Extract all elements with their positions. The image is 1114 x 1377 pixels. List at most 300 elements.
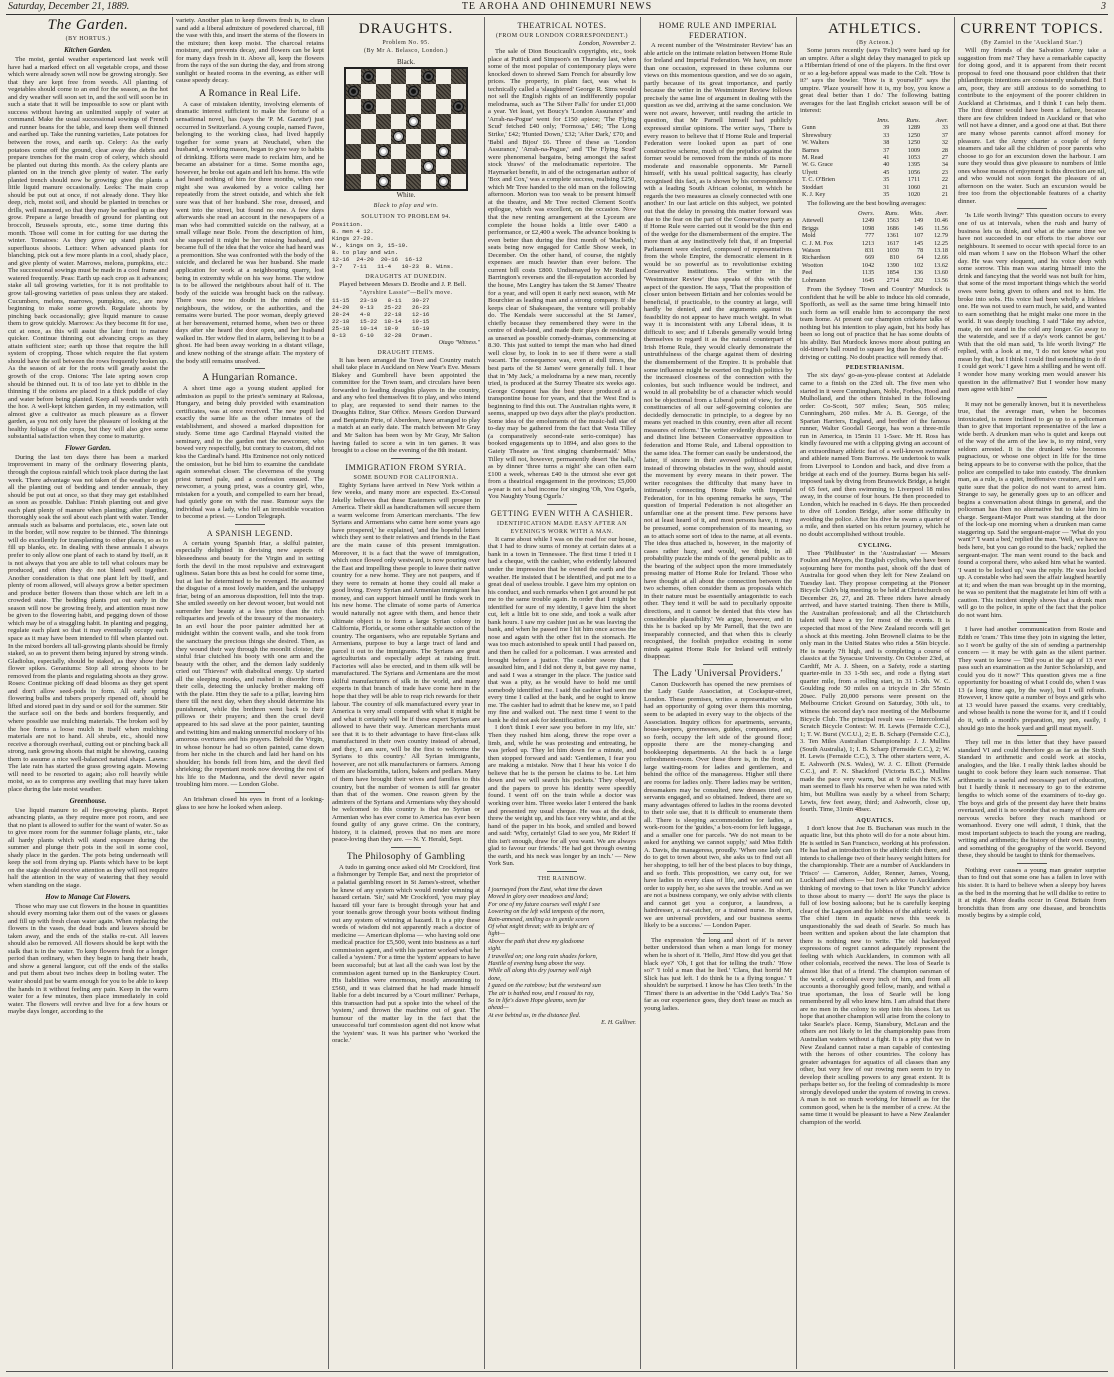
immigration-text: Eighty Syrians have arrived in New York within a few weeks, and many more are expected. Ex-Consul Jekelly believes that these Easterners will prosper in America. Their skill as handicraftsmen will secure them a warm welcome from American merchants. 'The few Syrians and Armenians who came here some years ago have prospered,' he explained, 'and the hopeful letters which they sent to their relatives and friends in the East are the main cause of this present immigration. Moreover, it is a fact that the wave of immigration, which once flowed only westward, is now pouring over the East and impelling these people to leave their native country for a new home. They are not paupers, and if they were to remain at home they could all make a good living. Every Syrian and Armenian immigrant has money, and can support himself until he finds work in his new home. The climate of some parts of America would naturally not agree with them, and hence their ultimate object is to form a large Syrian colony in California, Florida, or some other suitable section of the country. The organisers, who are reputable Syrians and Armenians, purpose to buy a large tract of land and parcel it out to the immigrants. The Syrians are great agriculturists and especially adept at raising fruit. Factories will also be erected, and in them silk will be manufactured. The Syrians and Armenians are the most skilful manufacturers of silk in the world, and many experts in that branch of trade have come here in the hope that they will be able to reap rich rewards for their labour. The country of silk manufactured every year in America is very small compared with what it might be and what it certainly will be if these expert Syrians are allowed to have their way. American merchants must see that it is to their advantage to have first-class silk manufactured in their own country instead of abroad, and they, I am sure, will be the first to welcome the Syrians to this country.' All Syrian immigrants, however, are not silk manufacturers or farmers. Among them are blacksmiths, tailors, bakers and pedlars. Many of them have brought their wives and families to this country, but the number of women is still far greater than that of the women. One reason given by the admirers of the Syrians and Armenians why they should be welcomed to this country is that no Syrian or Armenian who has ever come to America has ever been found guilty of any grave crime. On the contrary, history, it is claimed, proves that no men are more peace-loving than they are. — N. Y. Herald, Sept. <box>332 481 480 844</box>
poem-line: sight. <box>488 945 502 953</box>
board-square <box>361 99 376 114</box>
cashier-title: GETTING EVEN WITH A CASHIER. <box>490 508 634 518</box>
player-name-cell: Stoddart <box>802 183 823 191</box>
board-square <box>361 129 376 144</box>
stat-cell: 37 <box>941 131 948 139</box>
divider <box>1017 208 1047 209</box>
board-square <box>406 129 421 144</box>
board-square <box>391 114 406 129</box>
board-square <box>391 99 406 114</box>
dunedin-intro: Played between Messrs D. Brodie and J. P. Bell. <box>339 281 467 288</box>
table-header-cell: Overs. <box>857 209 875 217</box>
board-square <box>376 129 391 144</box>
board-square <box>436 174 451 189</box>
white-piece <box>438 146 449 157</box>
board-square <box>361 69 376 84</box>
stat-cell: 35 <box>883 190 890 198</box>
poem-line: done, <box>488 974 502 982</box>
poem-line: Rain-annexed, smiling as in gentle scorn <box>488 915 590 923</box>
table-row <box>800 176 950 183</box>
poem-line: I journeyed from the East, what time the dawn <box>488 885 603 893</box>
stat-cell: 1030 <box>886 246 899 254</box>
board-square <box>451 84 466 99</box>
stat-cell: 22 <box>941 176 948 184</box>
cut-flowers-heading: How to Manage Cut Flowers. <box>45 892 131 901</box>
divider <box>235 792 265 793</box>
divider <box>1017 622 1047 623</box>
hungarian-title: A Hungarian Romance. <box>202 373 298 384</box>
poem-line: Moved in glory over meadows and land; <box>488 893 589 901</box>
stat-cell: 1060 <box>907 183 921 191</box>
board-square <box>346 159 361 174</box>
poem-line: I travelled on; one long rain shades forlorn, <box>488 952 598 960</box>
stat-cell: 1053 <box>907 153 921 161</box>
draughts-title: DRAUGHTS. <box>358 21 454 37</box>
stat-cell: 21 <box>941 190 948 198</box>
batting-averages-table <box>800 117 950 198</box>
table-row <box>800 269 950 276</box>
player-name-cell: Mold <box>802 232 816 240</box>
rainbow-title: THE RAINBOW. <box>537 875 587 882</box>
board-square <box>451 174 466 189</box>
stat-cell: 35 <box>883 176 890 184</box>
board-square <box>376 84 391 99</box>
stat-cell: 78 <box>917 246 924 254</box>
stat-cell: 31 <box>883 183 890 191</box>
stat-cell: 136 <box>913 269 924 277</box>
black-piece <box>363 101 374 112</box>
stat-cell: 32 <box>941 139 948 147</box>
board-square <box>346 129 361 144</box>
otago-credit: Otago "Witness." <box>438 339 480 346</box>
stat-cell: 1563 <box>886 217 899 225</box>
table-row <box>800 184 950 191</box>
player-name-cell: W. G. Grace <box>802 161 833 169</box>
column-rule <box>484 17 485 1369</box>
immigration-title: IMMIGRATION FROM SYRIA. <box>345 462 467 472</box>
draughts-author: (By Mr A. Belasco, London.) <box>364 48 448 54</box>
stat-cell: 1009 <box>907 146 921 154</box>
poem-line: light— <box>488 930 505 938</box>
player-name-cell: Shrewsbury <box>802 131 832 139</box>
board-square <box>391 69 406 84</box>
bowling-averages-table <box>800 210 950 284</box>
table-row <box>800 217 950 224</box>
stat-cell: 13.56 <box>934 276 948 284</box>
player-name-cell: Peel <box>802 269 813 277</box>
table-row <box>800 161 950 168</box>
poem-line: While all along this dry journey well nigh <box>488 967 592 975</box>
flower-garden-heading: Flower Garden. <box>65 443 111 452</box>
hungarian-text: A short time ago a young student applied for admission as pupil to the priest's seminary at Ralossa, Hungary, and being duly provided with examination certificates, was at once received. The new pupil led exactly the same life as the other inmates of the establishment, and showed a marked disposition for study. Some time ago Cardinal Haynald visited the seminary, and in the garden met the newcomer, who bowed very respectfully, but contrary to custom, did not kiss the Cardinal's hand. His Eminence not only noticed the omission, but he bid him to examine the candidate again somewhat closer. The cleverness of the young priest turned pale, and a confession ensued. The newcomer, a young priest, was a country girl, who, mistaken for a youth, and compelled to earn her bread, had quietly gone on with the ruse. Rumour says the individual was a lady, who fell an irresistible vocation to become a priest. — London Telegraph. <box>176 385 324 521</box>
board-square <box>436 144 451 159</box>
board-square <box>451 159 466 174</box>
player-name-cell: Watson <box>802 246 821 254</box>
stat-cell: 810 <box>889 254 899 262</box>
poem-line: The air is bathed now, and I roused its ray, <box>488 989 595 997</box>
player-name-cell: Wootton <box>802 261 824 269</box>
table-header-cell: Runs. <box>885 209 899 217</box>
column-garden <box>8 17 168 1369</box>
current-topics-para-1: Will my friends of the Salvation Army take a suggestion from me? They have a remarkable capacity for doing good, and it is apparent from their recent proposal to feed one thousand poor children that their philanthropic intentions are consistently unabated. But I am, poor, they are still anxious to do something to contribute to the enjoyment of the poorer children in Auckland at Christmas, and I think I can help them. The first dinner would have been a failure, because there are few children indeed in Auckland or that who will not have a dinner, and a good one at that. But there are many whose parents cannot afford money for pleasure. Let the Army charter a couple of ferry steamers and take all the children of poor parents who choose to go for an excursion down the harbour. I am sure they would thus give pleasure to numbers of little ones whose means of enjoyment is this direction are nil, and who would not soon forget the pleasure of an afternoon on the water. Such an excursion would be free too from the objectionable features of a charity dinner. <box>958 47 1106 205</box>
stat-cell: 13.60 <box>934 269 948 277</box>
stat-cell: 1249 <box>861 217 875 225</box>
white-piece <box>378 146 389 157</box>
board-square <box>436 84 451 99</box>
divider <box>391 458 421 459</box>
divider <box>235 368 265 369</box>
poem-line: Hastile of evening hung above the way. <box>488 959 586 967</box>
draughts-problem-number: Problem No. 95. <box>382 40 430 46</box>
stat-cell: 37 <box>883 146 890 154</box>
greenhouse-heading: Greenhouse. <box>69 796 107 805</box>
board-square <box>376 174 391 189</box>
table-row <box>800 191 950 198</box>
board-square <box>451 144 466 159</box>
table-header-cell: Wkts. <box>909 209 924 217</box>
bowling-intro: The following are the best bowling averages: <box>807 200 927 208</box>
stat-cell: 45 <box>883 168 890 176</box>
board-square <box>406 174 421 189</box>
stat-cell: 1056 <box>907 168 921 176</box>
divider <box>1017 397 1047 398</box>
stat-cell: 41 <box>883 153 890 161</box>
stat-cell: 1135 <box>862 269 875 277</box>
board-square <box>376 159 391 174</box>
immigration-subtitle: SOME BOUND FOR CALIFORNIA. <box>353 474 459 481</box>
table-header-cell: Aver. <box>935 209 948 217</box>
draught-items-text: It has been arranged the Town and Country match shall take place in Auckland on New Year's Eve. Messrs Blakey and Gumbrell have been appointed the committee for the Town team, and circulars have been forwarded to leading draughts players in the country, and any who feel themselves fit to play, and who intend to play, are requested to send their names to the Draughts Editor, Star Office. Messrs Gordon Durward and Benjamin Pirie, of Aberdeen, have arranged to play a match at an early date. The match between Mr Gray and Mr Salton has been won by Mr Gray, Mr Salton having failed to score a win in ten games. It was brought to a close on the evening of the 8th instant. <box>332 356 480 455</box>
stat-cell: 1617 <box>886 239 899 247</box>
romance-title: A Romance in Real Life. <box>199 88 301 99</box>
stat-cell: 1289 <box>907 124 921 132</box>
homerule-text: A recent number of the 'Westminster Review' has an able article on the intimate relation between Home Rule for Ireland and Imperial Federation. We have, on more than one occasion, expressed in these columns our views on this momentous question, and we do so again, partly because of its great importance, and partly because the writer in the Westminster Review follows precisely the same line of argument in dealing with the question as we did, arriving at the same conclusion. We were not aware, however, until reading the article in question, that Mr Parnell himself had publicly expressed similar opinions. The writer says, 'There is every reason to believe that if Home Rule and Imperial Federation were looked upon as part of one constructive scheme, much of the prejudice against the former would be removed from the minds of its more moderate and reasonable opponents. Mr Parnell himself, with his usual political sagacity, has clearly recognised this fact, as is shown by his correspondence with a leading South African colonist, in which he regards the two measures as closely connected with one another.' In our last article on this subject, we pointed out that the delay in pressing this matter forward was due to the fear on the part of the Conservative party as if Home Rule were carried out it would be the thin end of the wedge for the dismemberment of the empire. The more than at any instinctively felt that, if an Imperial Parliament were elected, composed of representatives from the whole Empire, the democratic element in it would be so powerful as to revolutionise existing Conservative institutions. The writer in the 'Westminster Review' thus speaks of this with the aspect of the question. He says, 'That the proposition of closer union between Britain and her colonies would be beneficial, if practicable, to the country at large, will hardly be denied, and the arguments against its feasibility do not appear to have much weight. In what way it is inconsistent with any Liberal ideas, it is difficult to see; and if Liberals generally would bring themselves to regard it as the natural counterpart of Irish Home Rule, they would clearly demonstrate the untruthfulness of the charge against them of desiring the dismemberment of the Empire. It is probable that some influence might be exerted on English politics by the increased closeness of the connection with the colonies, but such influence would be indirect, and would in all probability be of a character which would not be objectional from a Liberal point of view, for the constituencies of all our self-governing colonies are decidedly democratic in principle, to a degree by no means yet reached in this country, even after all recent measures of reform.' The writer evidently draws a clear and distinct line between Conservative opposition to federation and Home Rule, and Liberal opposition to the same idea. The former can easily be understood, the latter, if sincere in their avowed political opinion, instead of throwing obstacles in the way, should assist the movement by every means in their power. The writer recognises the difficulty that many have in intimately connecting Home Rule with Imperial Federation, for in his opening remarks he says, 'The question of Imperial Federation is not altogether an unfamiliar one at the present time. Few persons have not at least heard of it, and most persons have, it may be presumed, some comprehension of its meaning, so as to attach some sort of idea to the name, at all events. The idea thus attached is, however, in the majority of cases rather hazy, and would, we think, in all probability puzzle the minds of the general public as to the bearing of the subject upon the more immediately pressing matter of Home Rule for Ireland. Those who have thought at all about the connection between the two schemes, often consider them as proposals which in their nature must be essentially antagonistic to each other. They tend it will be said to peculiarly opposite directions, and it cannot be denied that this view has considerable plausibility.' We argue, however, and in this he is backed up by Mr Parnell, that the two are inseparably connected, and that when this is clearly recognised, the foolish prejudice existing in some minds against Home Rule for Ireland will entirely disappear. <box>644 42 792 661</box>
board-square <box>421 144 436 159</box>
divider <box>547 871 577 872</box>
lady-providers-title: The Lady 'Universal Providers.' <box>653 668 783 679</box>
stat-cell: 102 <box>913 261 924 269</box>
current-topics-para-6: Nothing ever causes a young man greater surprise than to find out that some one has a fallen in love with his sister. It is hard to believe when a sleepy boy haves as the bed in the morning that he will dislike to retire to it at night. More deaths occur in Great Britain from bronchitis than from any one disease, and bronchitis mostly begins by a simple cold, <box>958 866 1106 920</box>
solution-moves: 12-16 24-20 20-16 16-12 3-7 7-11 11-4 10-23 B. Wins. <box>332 256 454 270</box>
board-square <box>391 159 406 174</box>
gambling-title: The Philosophy of Gambling <box>346 851 466 862</box>
board-square <box>451 69 466 84</box>
table-row <box>800 132 950 139</box>
stat-cell: 669 <box>864 254 875 262</box>
stat-cell: 12.25 <box>934 239 948 247</box>
stat-cell: 40 <box>883 161 890 169</box>
stat-cell: 2714 <box>886 276 899 284</box>
board-square <box>406 114 421 129</box>
table-row <box>800 169 950 176</box>
homerule-title: HOME RULE AND IMPERIAL FEDERATION. <box>658 21 778 40</box>
board-square <box>361 114 376 129</box>
poem-line: At eve behind us, in the distance fled. <box>488 1011 581 1019</box>
board-square <box>376 99 391 114</box>
board-square <box>436 159 451 174</box>
gambling-text: A tudo in gaming once asked old Mr Crockford, first a fishmonger by Temple Bar, and next the proprietor of a palatial gambling resort in St James's-street, whether he knew of any system which would render winning at hazard certain. 'Sir,' said Mr Crockford, 'you may play hazard till your fare is brought through your hat and your toenails grow through your boots without finding out any system of winning at hazard. It is a pity these words of wisdom did not apparently reach a doctor of medicine — American diploma — who having sold one medical practice for £5,500, went into business as a turf commission agent, and with his partner worked what he called a 'system.' For a time the 'system' appears to have been successful; but at last all the cash was lost by the commission agent turned up in the Bankruptcy Court. His liabilities were enormous, mostly amounting to £560, and it was claimed that he had made himself liable for a debt incurred by a 'Court milliner.' Perhaps, this transaction had put a spoke into the wheel of the 'system,' and thrown the machine out of gear. The humour of the matter lay in the fact that the unsuccessful turf commission agent did not know what the 'system' was. It was his partner who 'worked the oracle.' <box>332 863 480 1045</box>
poem-line: Above the path that drew my gladsome <box>488 937 585 945</box>
divider <box>703 933 733 934</box>
board-square <box>406 99 421 114</box>
divider <box>1017 735 1047 736</box>
column-theatrical <box>488 17 636 1369</box>
stat-cell: 1854 <box>886 269 899 277</box>
garden-continued-text: variety. Another plan to keep flowers fresh is, to clean sand add a liberal admixture of powdered charcoal, fill the vase with this, and insert the stems of the flowers in the mixture; then keep moist. The charcoal retains moisture, and prevents decay, and flowers can be kept for many days fresh in it. Above all, keep the flowers from the rays of the sun during the day, and from strong sunlight or heated rooms in the evening, as either will cause speedy decay. <box>176 17 324 85</box>
spanish-text: A certain young Spanish friar, a skilful painter, especially delighted in devising new aspects of bleseedness and beauty for the Virgin and in setting forth the devil in the most repulsive and extravagant ugliness. Satan bore this as best he could for some time, but at last he determined to be revenged. He assumed the disguise of a most lovely maiden, and the unhappy friar, being of an amorous disposition, fell into the trap. She smiled sweetly on her devout wooer, but would not surrender her beauty at a less price than the rich reliquaries and jewels of the treasury of the monastery. In an evil hour the poor painter admitted her at midnight within the convent walls, and she took from the sanctuary the precious things she desired. Then, as they wound their way through the moonlit cloister, the sinful friar clutched his booty with one arm and the beauty with the other, and the demon lady suddenly cried out 'Thieves!' with diabolical energy. Up started all the sleeping monks, and rushed in disorder from their cells, detecting the unlucky brother making off with the plate. Him they tie safe to a pillar, leaving him there till the next day, when they should determine his punishment, while the brethren went back to their pillows or their prayers; and then the cruel devil appeared to his sad slave at the poor painter, taunting and twitting him and making unmerciful mockery of his amorous overtures and his prayers. Behold the Virgin, in whose honour he had so often painted, came down from her niche in the church and laid her hand on his shoulder; his bonds fell from him, and the devil fled shrieking; the repentant monk now devoting the rest of his life to the Madonna, and the devil never again troubling him more. — London Globe. <box>176 539 324 789</box>
board-square <box>406 159 421 174</box>
table-header-cell: Inns. <box>877 116 890 124</box>
bottom-rule <box>6 1371 1108 1372</box>
current-topics-para-5: They tell me in this letter that they have passed standard VI and could therefore go as far as the Sixth Standard in arithmetic and could work at stocks, analogies, and the like. I really think ladies should be taught to cook before they learn such nonsense. That arithmetic is a useful and necessary part of education, but I hardly think it necessary to go to the extreme lengths to which some of the examiners of to-day go. The boys and girls of the present day have their brains overtaxed, and it is no wonder that so many of them are nervous wrecks before they reach manhood or womanhood. Every one will admit, I think, that the most important subjects to teach the young are reading, writing and arithmetic; the history of their own country, and something of the geography of the world. Beyond these, they should be taught to think for themselves. <box>958 739 1106 860</box>
board-square <box>361 174 376 189</box>
column-draughts <box>332 17 480 1369</box>
column-rule <box>954 17 955 1369</box>
stat-cell: 33 <box>941 124 948 132</box>
stat-cell: 1390 <box>886 261 899 269</box>
board-square <box>391 144 406 159</box>
stat-cell: 13.18 <box>934 246 948 254</box>
column-rule <box>328 17 329 1369</box>
table-header-cell <box>800 210 848 217</box>
problem-caption: Black to play and win. <box>373 203 439 209</box>
board-square <box>376 144 391 159</box>
stat-cell: 13.62 <box>934 261 948 269</box>
garden-title: The Garden. <box>47 17 129 33</box>
board-square <box>451 114 466 129</box>
column-rule <box>172 17 173 1369</box>
theatrical-title: THEATRICAL NOTES. <box>517 21 607 30</box>
current-topics-para-4: I have had another communication from Rosie and Edith re 'cram.' This time they join in signing the letter, so I won't be guilty of the sin of sending a partnership concern — it may be with gain as the silent partner. They want to know — 'Did you at the age of 13 ever pass such an examination as the Junior Scholarship, and could you do it now?' This question gives me a fine opportunity for boasting of what I could do, when I was 13 (a long time ago, by the way), but I will refrain. However, I know quite a number of boys and girls who at 13 would have passed the exams. very creditably, and whose health is none the worse for it, and if I could do it, with a month's preparation, my pen, easily, I should go into the hook yard and grill meat myself. <box>958 626 1106 732</box>
board-square <box>421 129 436 144</box>
cycling-heading: CYCLING. <box>858 542 892 549</box>
stat-cell: 39 <box>883 124 890 132</box>
current-topics-byline: (By Zamiel in the 'Auckland Star.') <box>981 40 1083 46</box>
table-row <box>800 124 950 131</box>
theatrical-dateline: London, November 2. <box>578 40 636 47</box>
page-number: 3 <box>1101 1 1106 12</box>
jokes-text: The expression 'the long and short of it' is never better understood than when a man longs for money when he is short of it. 'Hello, Jim! How did you get that black eye?' 'Oh, I got that for telling the truth.' 'How so?' 'I told a man that he lied.' 'Clara, that horrid Mr Slick has just left. I do think he is a flying tongue.' 'I shouldn't be surprised. I know he has Cleo teeth.' In the 'Times' there is an advertise in the 'Odd Lady's Tea.' So far as our experience goes, they don't tease as much as young ladies. <box>644 936 792 1012</box>
table-row <box>800 232 950 239</box>
column-rule <box>640 17 641 1369</box>
board-square <box>361 84 376 99</box>
player-name-cell: W. Walters <box>802 139 829 147</box>
table-row <box>800 240 950 247</box>
stat-cell: 33 <box>883 131 890 139</box>
table-row <box>800 139 950 146</box>
board-square <box>436 69 451 84</box>
stat-cell: 12.66 <box>934 254 948 262</box>
pedestrianism-heading: PEDESTRIANISM. <box>845 365 905 372</box>
pedestrianism-text: The six days' go-as-you-please contest at Adelaide came to a finish on the 23rd ult. The five men who started in it were Cunningham, Noble, Forbes, Hood and Mulholland, and the others finished in the following order: Co-Scott, 507 miles; Sean, 505 miles; Cunningham, 260 miles. Mr A. B. George, of the Spartan Harriers, England, and brother of the famous runner, Walter Goodall George, has won a three-mile run in America, in 15min 11 1-5sec. Mr H. Ross has kindly favoured me with a clipping giving an account of an extraordinary athletic feat of a well-known swimmer and athlete named Tom Burrows. He undertook to walk from Liverpool to London and back, and dive from a bridge at each end of the journey. Burns began his self-imposed task by diving from Brunswick Bridge, a height of 65 feet, and then swimming to Liverpool 18 miles away, in the course of four hours. He then proceeded to London, which he reached in 6 days. He then proceeded to dive off London Bridge, after some difficulty in avoiding the police. After his dive he swam a quarter of a mile, and then started on his return journey, which he no doubt accomplished without trouble. <box>800 372 950 538</box>
board-square <box>421 84 436 99</box>
theatrical-text: The sale of Dion Boucicault's copyrights, etc., took place at Puttick and Simpson's on Thursday last, when some of the most popular of contemporary plays were knocked down to shrewd Sam French for absurdly low prices. The property, in plain fact, was what is technically called a 'slaughtered' George R. Sims would not sell the English rights of an indifferently popular melodrama, such as 'The Silver Falls' for under £1,000 a year. Yet least, yet Boucy's 'London Assurance' and 'Arrah-na-Pogue' went for £150 apiece; 'The Flying Scud' fetched £40 only; 'Formosa,' £46; 'The Long Strike,' £42; 'Hunted Down,' £32; 'After Dark,' £70; and 'Babil and Bijou' £6. Three of these as 'London Assurance,' 'Arrah-na-Pogue,' and 'The Flying Scud' were phenomenal bargains, being amongst the safest stock 'draws' of the melodramatic repertoire. The Haymarket benefit, in aid of the octogenarian author of 'Box and Cox,' was a complete success, realising £250, which Mr Tree handed to the old man on the following afternoon. Morton was too weak to be present himself at the theatre, and Mr Tree recited Clement Scott's epilogue, which was excellent, on the occasion. Now that the new renting arrangement at the Lyceum are complete the house holds a little over £400 a performance, or £2,400 a week. The advance booking is even better than during the first month of 'Macbeth,' seats being now engaged for Cattle Show week, in December. On the other hand, of course, the nightly expenses are much heavier than ever before. The current bill costs £800. Undismayed by Mr Rutland Barrington's reverses and the ill-reputation accorded by the house, Mrs Langtry has taken the St James' Theatre for a year, and will open it early next season, with Mr Bourchier as leading man and a strong company. If she keeps clear of Shakespeare, the venture will probably do. The Kendals were successful at the St James', chiefly because they remembered they were in the centre of drab-land, and made their plays de resistance as unsexed as possible comedy-dramas, commencing at 8.30. This just suited to tempt the man who had dined well close by, to look in to see if there were a stall vacant. The consequence was, even at dull times, the best parts of the St James' were generally full. I hear that in 'My Jack,' a melodrama by a new man, recently tried, is produced at the Surrey Theatre six weeks ago. George Conquest has the best piece produced at a transpontine house for years, and that the West End is beginning to find this out. The Australian rights were, it seems, snapped up two days after the play's production. Some idea of the emoluments of the music-hall star of to-day may be gathered from the fact that Vesta Tilley (a comparatively second-rate serio-comique) has booked engagements up to 1894, and also goes to the Gaiety Theatre as 'first singing chambermaid.' Miss Tilley will not, however, permanently desert 'the halls,' as by dinner 'three turns a night' she can often earn £100 a week, whereas £40 is the utmost she ever got from a theatrical engagement in the provinces; £5,000 a-year is not a bad income for singing 'Oh, You Ogurls, You Naughty Young Ogurls.' <box>488 48 636 501</box>
table-row <box>800 254 950 261</box>
cut-flowers-text: Those who may use cut flowers in the house in quantities should every morning take them out of the vases or glasses and fill up with fresh clean water again. When replacing the flowers in the vases, the dead buds and leaves should be taken away, and the ends of the stalks re-cut. All leaves should also be removed. All flowers should be kept with the stalk that is in the water. To keep flowers fresh for a longer period than ordinary, when they begin to hang their heads, and show a general languor, cut off the ends of the stalks and put them about two inches deep in boiling water. The water should just be warm enough for you to be able to keep the hands in it without feeling any pain. Keep in the warm water for a few minutes, then place immediately in cold water. The flowers will revive and live for a few hours or maybe days longer, according to the <box>8 902 168 1016</box>
column-romance <box>176 17 324 1369</box>
solution-position: Position. B. men 4 12. Kings 27-28. W., kings on 3, 15-19. B. to play and win. <box>332 221 409 256</box>
board-square <box>346 69 361 84</box>
board-square <box>346 144 361 159</box>
board-square <box>421 174 436 189</box>
board-square <box>391 84 406 99</box>
column-current-topics <box>958 17 1106 1369</box>
board-square <box>421 69 436 84</box>
stat-cell: 27 <box>941 153 948 161</box>
stat-cell: 831 <box>864 246 875 254</box>
player-name-cell: Attewell <box>802 217 824 225</box>
black-piece <box>408 86 419 97</box>
cashier-text-continued: I don't think I ever saw you before in my life, sir.' Then they rushed him along, threw the rope over a limb, and, while he was protesting and entreating, he was jerked up. They let him down for a minute, and then stopped forward and said: 'Gentlemen, I fear you are making a mistake. Now that I hear his voice I do believe that he is the person he claims to be. Let him down and we will search his pockets.' They obeyed, and the papers to prove his identity were speedily found. I went off on the train while a doctor was working over him. Three weeks later I entered the bank and presented my usual cheque. He was at the desk, threw the weight up, and his face very white, and at the hand of the paper in his book, and smiled and bowed and said: 'Why, certainly! Glad to see you, Mr Rider! If this isn't enough, draw for all you want. We are always glad to favour our friends.' He had got through owning the earth, and his neck was longer by an inch.' — New York Sun. <box>488 724 636 868</box>
board-square <box>436 99 451 114</box>
masthead-date: Saturday, December 21, 1889. <box>8 1 130 12</box>
stat-cell: 1020 <box>907 190 921 198</box>
player-name-cell: Briggs <box>802 224 819 232</box>
kitchen-garden-text: The moist, genial weather experienced last week will have had a marked effect on all vegetable crops, and those which were already sown will now be growing strongly. See that they are kept free from weeds. All planting of vegetables should come to an end for the season, as the hot and dry weather will soon set in, and the soil will soon be in such a state that it will be impossible to sow or plant with success without having an unlimited supply of water at command. Make the usual successional sowings of French and runner beans for the table, and keep them well thinned and earthed up. Take the running varieties, Late potatoes for between the rows, and earth up. Celery: As the early potatoes come off the ground, clear away the debris and prepare trenches for the main crop of celery, which should be planted out during this month. As the celery plants are planted on in the trench give plenty of water. The early planted trench should now be growing: give the plants a little liquid manure occasionally. Leeks: The main crop should be put out at once, if not already done. They like deep, rich, moist soil, and should be planted in trenches or drills, well manured, so that they may be earthed up as they grow. Prepare a large breadth of ground for planting out broccoli, Brussels sprouts, etc., some time during this month. Those will come in for cutting for use during the winter. Tomatoes: As they grow up stand pinch out superfluous shoots. Lettuce: When advanced plants for blanching, pick out a few more plants in a cool, shady place, and give plenty of water. Marrows, melons, pumpkins, etc.: The successional sowings must be made in a cool frame and watered frequently. Peas: Earth up each crop as it advances; stake all tall growing varieties, for it is not profitable to grow tall-growing varieties of peas unless they are staked. Cucumbers, melons, marrows, pumpkins, etc., are now beginning to make some growth. Regulate shoots by pinching back occasionally; give liquid manure to cause them to grow quickly. Marrows: As they become fit for use, cut at once, as this will assist the later fruit to mature quicker. Continue thinning out advancing crops as they attain sufficient size; earth up those that require the hill system of cropping. Those which require the flat system should have the soil between the rows frequently broken up. As the season of air for the roots will greatly assist the growth of the crop. Onions: The late spring sown crop should be thinned out. It is of too late yet to dibble in the thinning if the onions are placed in a thick puddle of clay and water before being planted. Keep all weeds under with the hoe. A well-kept kitchen garden, in my estimation, will almost give a cultivator as much pleasure as a flower garden, as you not only have the pleasure of looking at the healthy foliage of the crops, but they will also give some substantial satisfaction when they come to maturity. <box>8 56 168 441</box>
stat-cell: 1361 <box>886 232 899 240</box>
player-name-cell: Lohmann <box>802 276 826 284</box>
athletics-title: ATHLETICS. <box>828 21 922 37</box>
rainbow-author: E. H. Gulliver. <box>601 1020 636 1027</box>
board-white-label: White. <box>396 191 416 199</box>
stat-cell: 1711 <box>907 176 921 184</box>
board-square <box>346 174 361 189</box>
athletics-intro: Some jurors recently (says 'Felix') were hard up for an umpire. After a slight delay they managed to pick up a Hibernian friend of one of the players. In the first over or so a leg-before appeal was made to the Celt. 'How is it?' says the bowler. 'How is it yourself?' says the umpire. 'Plaze yourself how it is, my boy, you know a great deal better than I do.' The following batting averages for the last English cricket season will be of interest: <box>800 47 950 115</box>
current-topics-para-3: It may not be generally known, but it is nevertheless true, that the average man, when he becomes intoxicated, is more inclined to go up to a policeman than to give that important representative of the law a wide berth. A drunken man who is quiet and keeps out of the way of the arm of the law is, to my mind, very seldom arrested. It is the drunkard who becomes pugnacious, or whose one object in life for the time being appears to be to converse with the police, that the police are compelled to take into custody. The drunken man, as a rule, is a quiet, inoffensive creature, and I am quite sure that the police do not want to arrest him. Strange to say, he generally goes up to an officer and begins a conversation about things in general, and the policeman has then no alternative but to take him in charge. Sergeant-Major Pratt was standing at the door of the lock-up one morning when a drunken man came staggering up. Said the sergeant-major — 'What do you want?' 'I want a bed,' replied the man. 'Well, we have no beds here, but you can go round to the back,' replied the sergeant-major. The man went round to the back and found a corporal there, who asked him what he wanted. 'I want to be locked up,' was the reply. He was locked up. A constable who had seen the affair laughed heartily at it; and when the man was brought up in the morning, he was so penitent that the magistrate let him off with a caution. This incident simply shows that a drunk man will go to the police, in spite of the fact that the police do not want him. <box>958 400 1106 619</box>
garden-byline: (BY HORTUS.) <box>65 36 111 42</box>
dunedin-heading: DRAUGHTS AT DUNEDIN. <box>365 274 447 280</box>
board-square <box>376 69 391 84</box>
player-name-cell: Ulyett <box>802 168 818 176</box>
rainbow-poem <box>488 886 636 1019</box>
table-row <box>800 247 950 254</box>
divider <box>1017 863 1047 864</box>
stat-cell: 1686 <box>886 224 899 232</box>
stat-cell: 11.56 <box>934 224 948 232</box>
table-header-cell: Aver. <box>935 116 948 124</box>
stat-cell: 1042 <box>861 261 875 269</box>
stat-cell: 145 <box>913 239 924 247</box>
white-piece <box>438 176 449 187</box>
stat-cell: 1395 <box>907 161 921 169</box>
board-square <box>361 144 376 159</box>
board-square <box>346 114 361 129</box>
black-piece <box>348 86 359 97</box>
table-row <box>800 154 950 161</box>
current-topics-para-2: 'Is Life worth living?' This question occurs to every one of us at intervals, when the rush and hurry of business lets us think, and what at the same time we have not succeeded in our efforts to rise above our neighbours. It seemed to occur with special force to an old man whom I saw on the Hobson Wharf the other day. He was very eloquent, and his voice deep with some sorrow. This man was staring himself into the drink and fancying that the world was not built for him, that some of the most important things which the world owes were being given to others and not to him. He broke into sobs. His voice had been wholly a lifeless one. He was not used to earn much, he said, and wanted to earn something that he might make one more in the world. It was deeply touching. I said 'Take my advice, mate, do not stand in the cold any longer. Go away to the waterside, and see if a day's work cannot be got.' With that the old man said, 'Is life worth living?' He replied, with a look at me, 'I do not know what you mean by that, but I think I could find something to do if I could get work.' I gave him a shilling and he went off. I wonder how many working men would answer his question in the affirmative? But I wonder how many men agree with him? <box>958 212 1106 394</box>
player-name-cell: Barnes <box>802 146 820 154</box>
game-name: "Ayrshire Lassie"—Bell's move. <box>359 289 453 296</box>
stat-cell: 1098 <box>861 224 875 232</box>
stat-cell: 146 <box>913 224 924 232</box>
aquatics-heading: AQUATICS. <box>856 817 894 824</box>
board-square <box>406 144 421 159</box>
player-name-cell: C. J. M. Fox <box>802 239 833 247</box>
board-black-label: Black. <box>396 58 416 66</box>
player-name-cell: T. C. O'Brien <box>802 176 835 184</box>
lady-providers-text: Canon Duckworth has opened the new premises of the Lady Guide Association, at Cockspur-street, London. These premises, writes a representative who had an opportunity of going over them this morning, seem to be adapted in every way to the objects of the Association. Inquiry offices for apartments, servants, house-keepers, governesses, guides, companions, and so forth, occupy the left side of the ground floor; opposite there are the money-changing and bookkeeping departments. At the back is a large refreshment-room. Over these there is, in the front, a large waiting-room for ladies and gentlemen, and behind the office of the manageress. Higher still there are rooms for ladies only. There ladies may be written, dressmakers may be consulted, new dresses tried on, servants engaged, and so obtained. Indeed, there are so many advantages offered to ladies in the rooms devoted to their sole use, that it is difficult to enumerate them all. There is sleeping accommodation for ladies, a work-room for the 'guides,' a box-room for left luggage, and a smaller one for parcels. 'We do not mean to be asked for anything we cannot supply,' said Miss Edith A. Davis, the manageress, proudly. 'When one lady can do to get to town about two, she asks us to find out all her shopping, to tell her of the best places to buy things, and so forth. This proposition, we carry out, for we have ladies in every class of life, and we send out an order to supply her, so she saves the trouble. And as we are not a business company, we only advise with clients and cannot get you a conjuror, a laundress, a hairdresser, a rat-catcher, or a trained nurse. In short, we are universal providers, and our business seems likely to be a success.' — London Paper. <box>644 680 792 930</box>
theatrical-subtitle: (FROM OUR LONDON CORRESPONDENT.) <box>496 33 628 39</box>
poem-line: Lowering on the left wild tempests of the morn, <box>488 908 605 916</box>
stat-cell: 64 <box>917 254 924 262</box>
cashier-text: It came about while I was on the road for our house, that I had to draw sums of money at certain dates at a bank in a town in Tennessee. The first time I tried it I had a cheque, with the cashier, who evidently laboured under the impression that he owned the earth and the weather. He insisted that I be identified, and put me to a great deal of useless trouble. I gave him my opinion on his conduct, and such remarks when I got around he put me to the same trouble again. In order that I might be identified for sure of my identity, I gave him the short cut, left a little bit to one side, and took a walk after bank hours. I saw my cashier just as he was leaving the bank, and when he passed me I hit him once across the nose and again with the other fist in the stomach. He was too much astonished to speak until I had passed on, and then he called for a policeman. I was arrested and brought before a justice. The cashier swore that I assaulted him, and I did not deny it, but gave my name, and said I was a stranger in the place. The justice said that was a pity, as he would have to hold me until somebody identified me. I said the cashier had seen me every time I called at the bank, and he ought to know me. The cashier had to admit that he knew me, so I paid my fine and walked out. The next time I went to the bank he did not ask for identification. <box>488 535 636 724</box>
player-name-cell: Richardson <box>802 254 831 262</box>
board-square <box>406 84 421 99</box>
black-piece <box>363 71 374 82</box>
black-piece <box>423 71 434 82</box>
greenhouse-text: Use liquid manure to all free-growing plants. Repot advancing plants, as they require more pot room, and see that no plant is allowed to suffer for the want of water. So as to give more room for the summer foliage plants, etc., take all hardy plants which will stand exposure during the summer and plunge their pots in the soil in some cool, shady place in the garden. The pots being underneath will keep the soil from drying up. Plants which have to be kept on the stage should receive attention as they will not require half the attention in the way of watering that they would when standing on the stage. <box>8 806 168 889</box>
board-square <box>436 129 451 144</box>
white-piece <box>423 161 434 172</box>
stat-cell: 21 <box>941 183 948 191</box>
divider <box>235 524 265 525</box>
athletics-byline: (By Acteon.) <box>856 40 894 46</box>
table-row <box>800 262 950 269</box>
cricket-notes: From the Sydney 'Town and Country' Murdock is confident that he will be able to induce his old comrade, Spofforth, as well as the same time bring himself into such form as will enable him to accompany the next team home. At present our champion cricketer talks of nothing but his intention to play again, but his body has been so long out of practice that he has some doubts of his ability. But Murdock knows more about putting an old-timer's ball round to square leg than he does of off-driving or cutting. No doubt practice will remedy that. <box>800 286 950 361</box>
board-square <box>376 114 391 129</box>
masthead-rule <box>6 14 1108 15</box>
stat-cell: 202 <box>913 276 924 284</box>
table-row <box>800 225 950 232</box>
board-square <box>361 159 376 174</box>
divider <box>703 664 733 665</box>
cycling-text: Thee 'Philibuster' in the 'Australasian' — Messrs Foulon and Meyers, the English cyclists, who have been sojourning here for months past, shook off the dust of Australia for good when they left for New Zealand on Tuesday last. They propose competing at the Pioneer Bicycle Club's big meeting to be held at Christchurch on December 26, 27, and 28. Three riders have already arrived, and have started training. Then there is Mills, the Australian professional; and all the Christchurch talent will have a try for most of the events. It is expected that most of the New Zealand records will get a shock at this meeting. John Brownell claims to be the only man in the United States who rides a 56in bicycle. He is nearly 7ft high, and is completing a course of classics at the Syracuse University. On October 23rd, at Cardiff, Mr A. J. Sheen, on a Safety, rode a starting quarter-mile in 33 1-5th sec, and rode a flying start quarter mile, from a rolling start, in 31 1-5th. W. C. Goulding rode 50 miles on a tricycle in 2hr 55min 20sec. Fully 20,000 persons were present on the Melbourne Cricket Ground on Saturday, 30th ult., to witness the second day's race meeting of the Melbourne Bicycle Club. The principal result was — Intercolonial Scratch Bicycle Contest: W. H. Lewis (Fernside C.C.), 1; T. W. Burst (V.C.U.), 2; E. B. Scharp (Fernside C.C.), 3. Ten Miles Australian Championship: J. J. Mullins (South Australia), 1; I. B. Scharp (Fernside C.C.), 2; W. H. Lewis (Fernside C.C.), 3. The other starters were, A. E. Ashworth (N.S. Wales), W. J. C. Elliott (Fernside C.C.), and F. N. Shackford (Victoria B.C.). Mullins made the pace very warm, but at 9 miles the N.S.W. man seemed to flash his reserve when he was rated with him, but Mullins was easily by a wheel from Scharp; Lewis, few feet away, third; and Ashworth, close up, fourth. Time, 31min 48sec. <box>800 549 950 814</box>
board-square <box>451 99 466 114</box>
column-athletics <box>800 17 950 1369</box>
table-header-cell: Runs. <box>906 116 921 124</box>
solution-heading: SOLUTION TO PROBLEM 94. <box>361 214 451 220</box>
poem-line: For one of my future courses well might I see <box>488 900 600 908</box>
current-topics-title: CURRENT TOPICS. <box>960 21 1104 37</box>
poem-line: I gazed on the rainbow; but the westward sun <box>488 982 601 990</box>
masthead <box>0 0 1114 14</box>
black-piece <box>453 101 464 112</box>
stat-cell: 107 <box>913 232 924 240</box>
column-rule <box>796 17 797 1369</box>
stat-cell: 28 <box>941 146 948 154</box>
closing-joke: An Irishman closed his eyes in front of a looking-glass to see how he looked when asleep. <box>176 795 324 811</box>
board-square <box>346 99 361 114</box>
draughts-board-figure <box>342 58 470 200</box>
player-name-cell: Gunn <box>802 124 816 132</box>
kitchen-garden-heading: Kitchen Garden. <box>64 46 112 54</box>
white-piece <box>408 116 419 127</box>
masthead-title: TE AROHA AND OHINEMURI NEWS <box>461 1 653 12</box>
table-row <box>800 277 950 284</box>
board-square <box>451 129 466 144</box>
flower-garden-text: During the last ten days there has been a marked improvement in many of the ordinary flowering plants, through the copious rainfall which took place during the last week. There advantage was not taken of the weather to get all the planting out of bedding and tender annuals, they should be put out at once, so that they may get established as soon as possible. Dahlias: Finish planting out and give each plant plenty of manure when planting; after planting, thoroughly soak the soil about each plant with water. Tender annuals such as balsams and portulacas, etc., sown late out in the border, will now require to be thinned. The thinnings will do excellently for transplanting to other places, so as to fill up blanks, etc. In dealing with these annuals I always prefer to only allow one plant of each to stand by itself, as it is not always that you are able to tell what colours may be produced, and often they do not blend well together. Another consideration is that one plant left by itself, and plenty of room allowed, will always grow a better specimen and produce better flowers than those which are left in a crowded state. The bedding plants put out early in the season will now be growing freely, and attention must now be given to the flowering habit, and pegging down of those which may be of a straggling habit. In planting and pegging, regulate each plant so that it may eventually occupy each space as it may have been intended to fill when planted out. In the mixed borders all tall-growing plants should be firmly staked, so as to prevent them being injured by strong winds. Gladiolus, especially, should be staked, as they show their flower spikes. Geraniums: Stop all strong shoots to be removed from the plants and regulating shoots as they grow. Roses: Continue picking off dead blooms as they get spent and don't allow seed-pods to form. All early spring flowering bulbs and tubers properly ripened off, should be lifted and stored past in dry sand or soil for the summer. Stir the surface soil on the beds and borders frequently, and where possible use mulching materials. The broken soil by the hoe forms a loose mulch in itself when mulching materials are not to hand. All shrubs, etc., should now receive a thorough overhaul, cutting out or pinching back all strong, rank growing shoots that might be showing, causing them to assume a nice well-balanced natural shape. Lawns: The late rain has started the grass growing again. Mowing will need to be resorted to again; also roll heavily while moist, so as to compress any swelling that may have taken place during the late moist weather. <box>8 453 168 793</box>
stat-cell: 12.79 <box>934 232 948 240</box>
board-square <box>421 159 436 174</box>
board-square <box>391 129 406 144</box>
board-square <box>421 99 436 114</box>
poem-line: ahead— <box>488 1004 509 1012</box>
board-square <box>436 114 451 129</box>
draughts-board <box>344 67 468 191</box>
stat-cell: 23 <box>941 168 948 176</box>
column-homerule <box>644 17 792 1369</box>
game-moves: 11-15 23-19 8-11 30-27 24-20 9-13 25-22 26-23 28-24 4-8 22-18 12-16 22-18 15-22 18-14 19-15 25-18 10-14 18-9 16-19 8-13 6-10 32-28 Drawn. <box>332 296 433 339</box>
board-square <box>391 174 406 189</box>
aquatics-text: I don't know that Joe B. Buchanan was much in the aquatic line, but this photo will do for a note about him. He is settled in San Francisco, working at his profession. He has had an introduction to the athletic club there, and intends to challenge two of their heavy weight hitters for the championship. Their are a number of Aucklanders in 'Frisco' — Cameron, Adder, Renner, James, Young, Luckhard and others — but Joe's advice to Aucklanders thinking of moving to that town is like 'Punch's' advice to those about to marry — don't! He says the place is full of low boxing saloons; but he is carefully keeping clear of the Lagoon and the lobbies of the athletic world. The chief item in aquatic news this week is unquestionably the sad death of Searle. So much has been written and spoken about the late champion that there is nothing new to write. The old hackneyed expressions of regret cannot adequately represent the feeling with which Aucklanders, in common with all other colonials, received the news. The loss of Searle is almost like that of a friend. The champion oarsman of the world, a colonial every inch of him, and from all accounts a thoroughly good fellow, manly, and withal a true sportsman, the loss of Searle will be long remembered by all who knew him. I am afraid that there are no men in the colony to step into his shoes. Let us hope that another champion will arise from the colony to take Searle's place. Kemp, Stansbury, McLean and the others are not likely to let the championship pass from Australian waters without a fight. It is a pity that we in New Zealand cannot raise a man capable of contesting with the heroes of other countries. The colony has greater advantages for aquatics of all classes than any other, but very few of our rowing men seem to try to develop their sculling powers to any great extent. It is perhaps better so, for the feeling of comradeship is more strongly developed under the system of rowing in crews. A man is not so much working for himself as for the common good, when he is the member of a crew. At the same time it would be pleasant to have a New Zealander champion of the world. <box>800 824 950 1126</box>
stat-cell: 34 <box>941 161 948 169</box>
stat-cell: 1645 <box>861 276 875 284</box>
stat-cell: 777 <box>864 232 875 240</box>
draught-items-heading: DRAUGHT ITEMS. <box>377 349 435 356</box>
board-square <box>346 84 361 99</box>
divider <box>391 847 421 848</box>
white-piece <box>378 176 389 187</box>
